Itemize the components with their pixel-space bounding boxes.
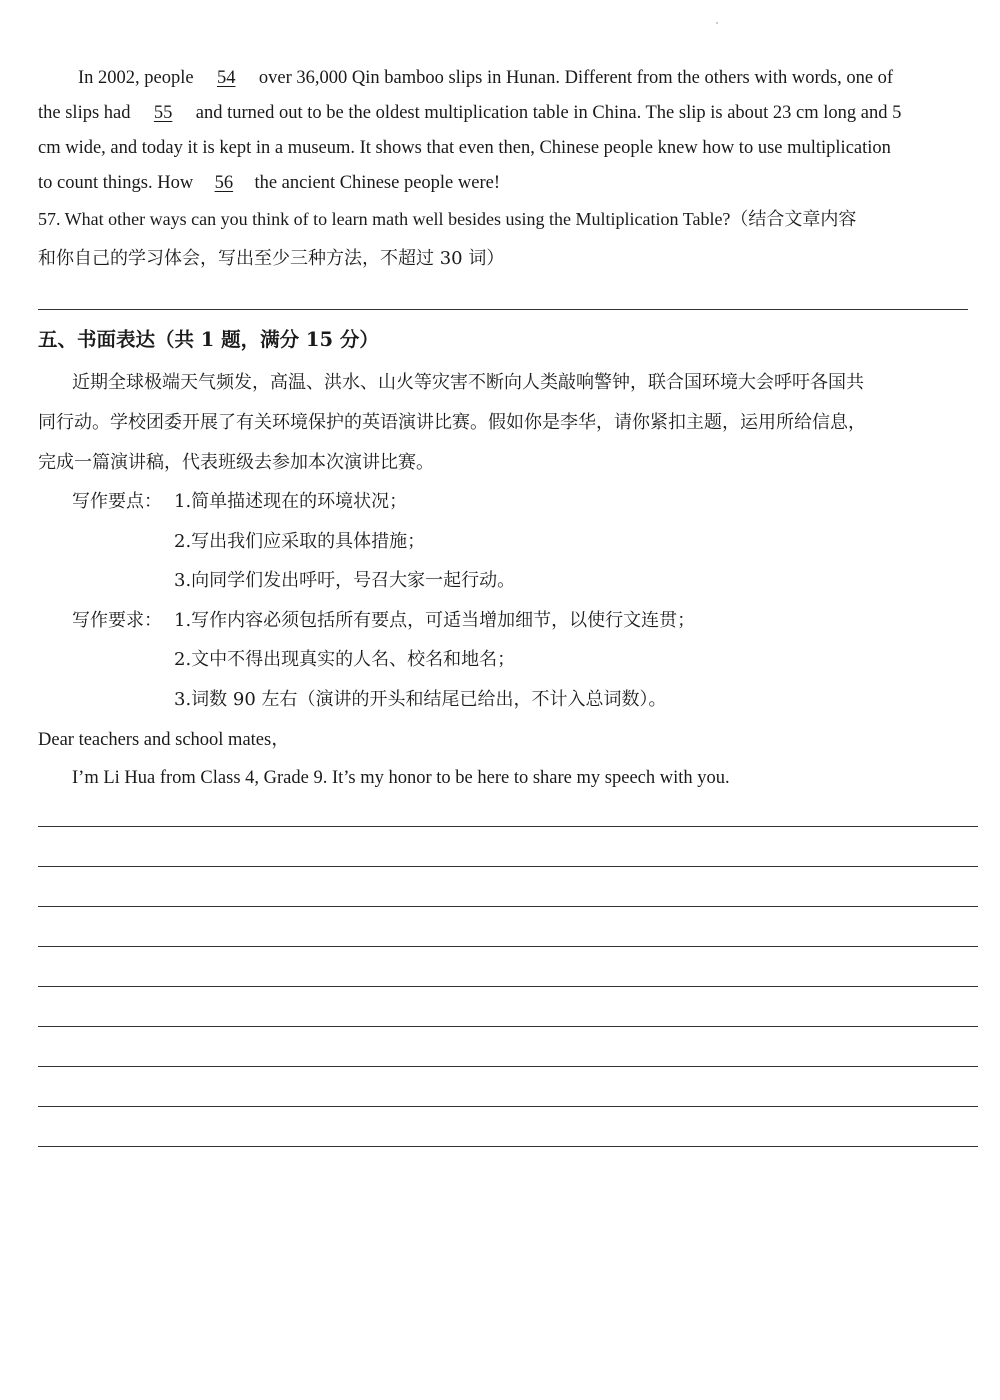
writing-point-1: 1.简单描述现在的环境状况； xyxy=(174,491,408,512)
writing-requirement-1: 1.写作内容必须包括所有要点，可适当增加细节，以使行文连贯； xyxy=(174,610,696,631)
blank-54: 54 xyxy=(216,68,236,88)
question-57-line-1: 57. What other ways can you think of to learn math well besides using the Multiplication Table?（结合文章内容 xyxy=(38,209,857,229)
passage-line-2 xyxy=(38,101,901,125)
scan-speck xyxy=(716,22,718,24)
writing-line[interactable] xyxy=(38,1026,978,1027)
blank-56: 56 xyxy=(214,173,234,193)
writing-line[interactable] xyxy=(38,1146,978,1147)
section-intro-line-1: 近期全球极端天气频发，高温、洪水、山火等灾害不断向人类敲响警钟，联合国环境大会呼吁各国共 xyxy=(72,372,864,393)
answer-line-57[interactable] xyxy=(38,309,968,310)
passage-text: to count things. How xyxy=(38,173,198,193)
passage-text: In 2002, people xyxy=(78,68,199,88)
blank-55: 55 xyxy=(153,103,173,123)
writing-line[interactable] xyxy=(38,1106,978,1107)
writing-requirement-3: 3.词数 90 左右（演讲的开头和结尾已给出，不计入总词数）。 xyxy=(174,689,667,710)
passage-text: over 36,000 Qin bamboo slips in Hunan. Different from the others with words, one of xyxy=(254,68,894,88)
passage-text: the slips had xyxy=(38,103,136,123)
passage-text: the ancient Chinese people were! xyxy=(249,173,500,193)
question-57-line-2: 和你自己的学习体会，写出至少三种方法，不超过 30 词） xyxy=(38,248,505,269)
writing-requirement-2: 2.文中不得出现真实的人名、校名和地名； xyxy=(174,649,516,670)
writing-line[interactable] xyxy=(38,1066,978,1067)
writing-point-3: 3.向同学们发出呼吁，号召大家一起行动。 xyxy=(174,570,516,591)
section-intro-line-2: 同行动。学校团委开展了有关环境保护的英语演讲比赛。假如你是李华，请你紧扣主题，运用所给信息， xyxy=(38,412,866,433)
writing-line[interactable] xyxy=(38,826,978,827)
speech-greeting: Dear teachers and school mates， xyxy=(38,730,290,750)
writing-requirements-label: 写作要求： xyxy=(72,610,162,631)
writing-line[interactable] xyxy=(38,906,978,907)
passage-line-1 xyxy=(78,66,893,90)
writing-line[interactable] xyxy=(38,986,978,987)
writing-line[interactable] xyxy=(38,946,978,947)
passage-line-3: cm wide, and today it is kept in a museum. It shows that even then, Chinese people knew how to use multiplication xyxy=(38,138,891,158)
writing-point-2: 2.写出我们应采取的具体措施； xyxy=(174,531,426,552)
passage-text: and turned out to be the oldest multiplication table in China. The slip is about 23 cm long and 5 xyxy=(191,103,902,123)
writing-points-label: 写作要点： xyxy=(72,491,162,512)
section-intro-line-3: 完成一篇演讲稿，代表班级去参加本次演讲比赛。 xyxy=(38,452,434,473)
writing-line[interactable] xyxy=(38,866,978,867)
passage-line-4 xyxy=(38,171,500,195)
section-heading: 五、书面表达（共 1 题，满分 15 分） xyxy=(38,328,379,351)
speech-opening: I’m Li Hua from Class 4, Grade 9. It’s my honor to be here to share my speech with you. xyxy=(72,768,730,788)
